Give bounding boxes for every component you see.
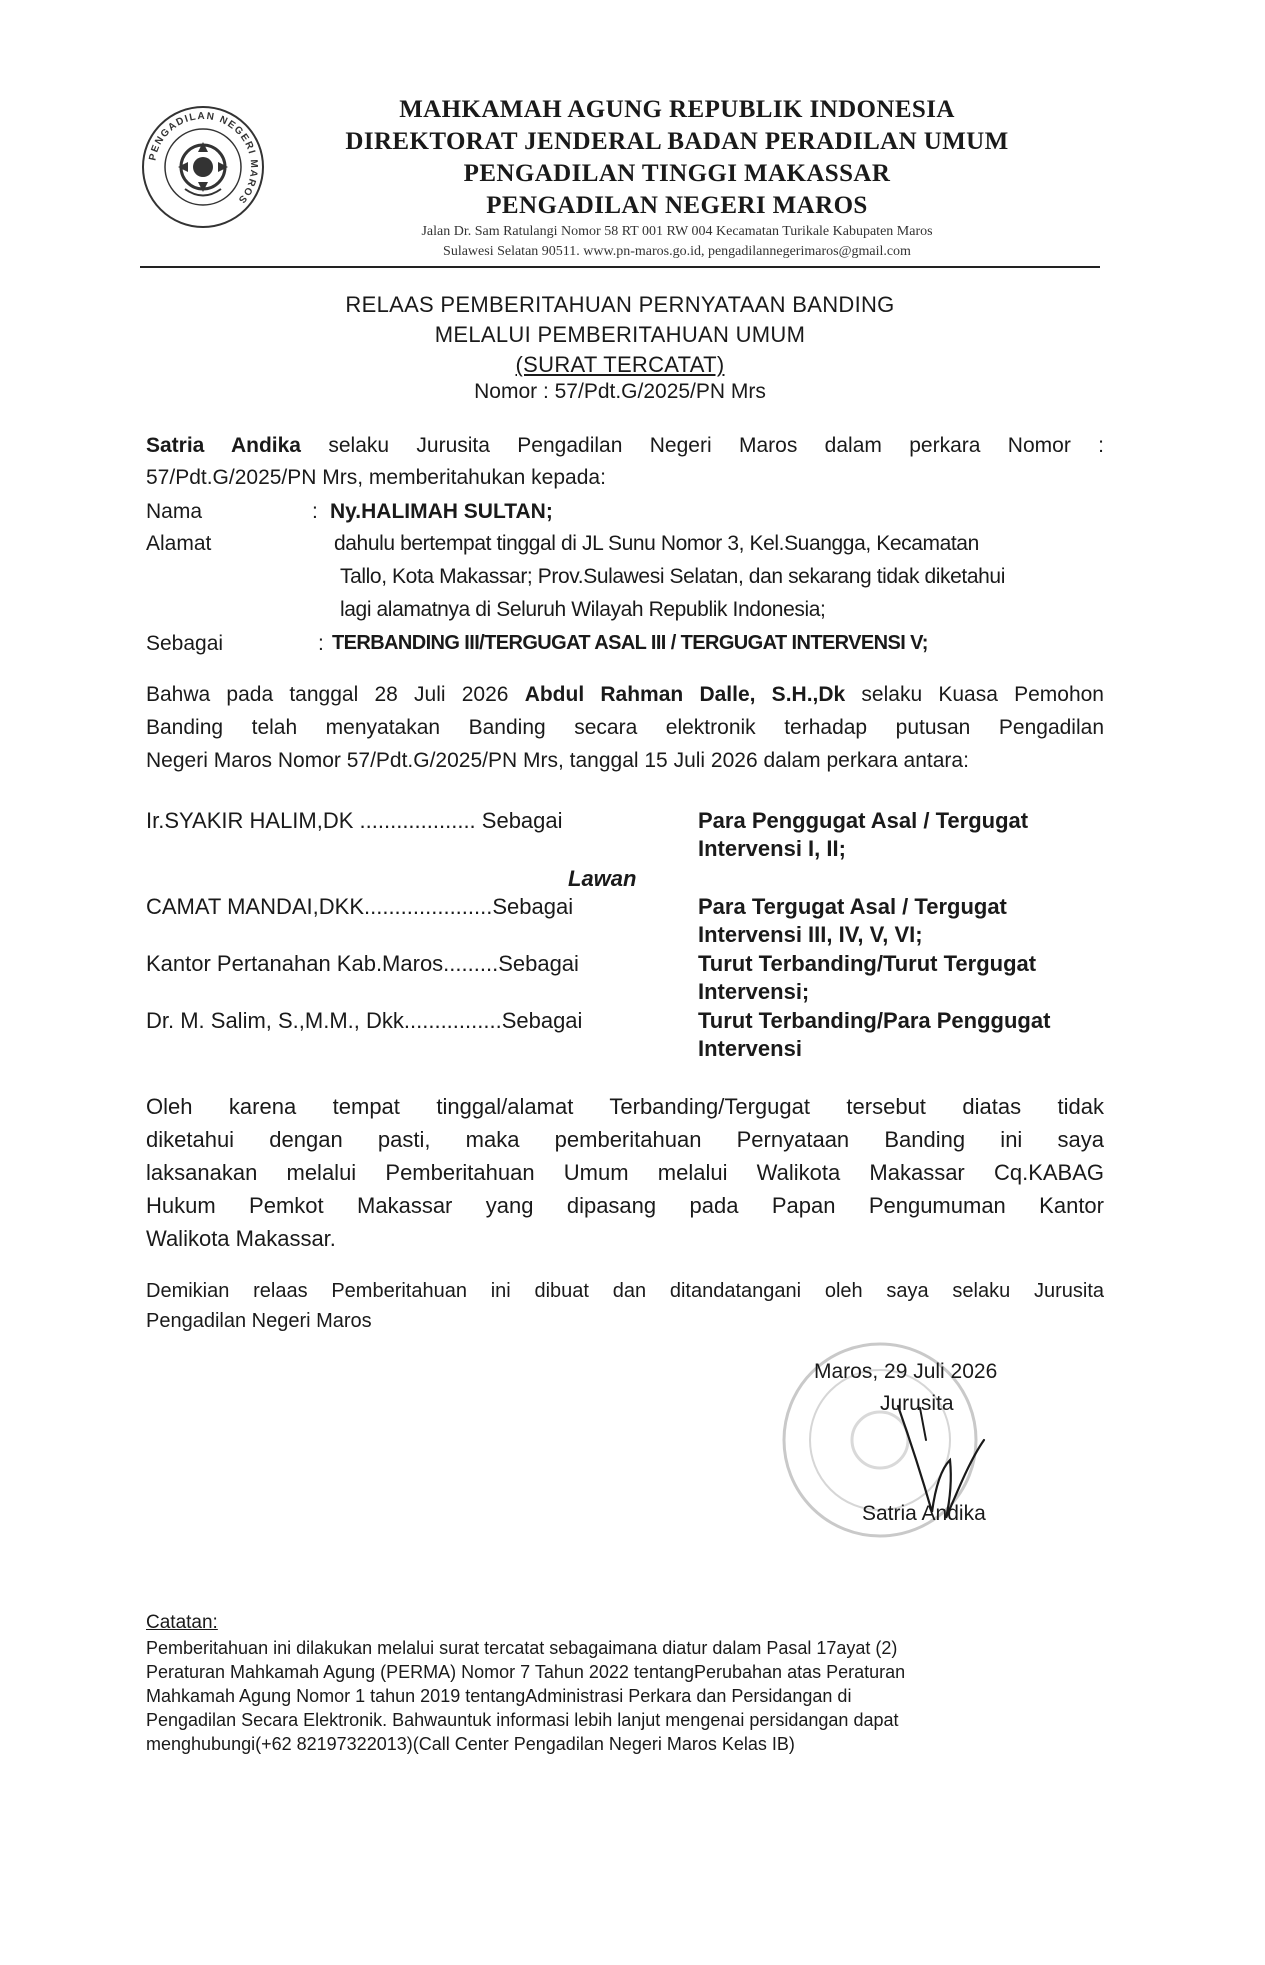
party-3-role-1: Turut Terbanding/Turut Tergugat — [698, 951, 1037, 976]
party-1-role-2: Intervensi I, II; — [698, 836, 846, 861]
letterhead-address-2: Sulawesi Selatan 90511. www.pn-maros.go.id, pengadilannegerimaros@gmail.com — [443, 244, 911, 259]
note-line-2: Peraturan Mahkamah Agung (PERMA) Nomor 7 Tahun 2022 tentangPerubahan atas Peraturan — [146, 1662, 906, 1682]
sebagai-value: TERBANDING III/TERGUGAT ASAL III / TERGUGAT INTERVENSI V; — [332, 632, 928, 654]
intro-line-1-rest: selaku Jurusita Pengadilan Negeri Maros dalam perkara Nomor : — [328, 434, 1105, 457]
sign-role: Jurusita — [880, 1392, 954, 1415]
body2-line-1: Oleh karena tempat tinggal/alamat Terbanding/Tergugat tersebut diatas tidak — [146, 1094, 1104, 1119]
body2-line-5: Walikota Makassar. — [146, 1226, 336, 1251]
sign-place-date: Maros, 29 Juli 2026 — [814, 1360, 998, 1383]
nama-value: Ny.HALIMAH SULTAN; — [330, 500, 553, 523]
document-title-3: (SURAT TERCATAT) — [515, 352, 725, 377]
party-3-left: Kantor Pertanahan Kab.Maros.........Sebagai — [146, 951, 579, 976]
document-title-3-wrap — [140, 352, 1100, 378]
alamat-line-2: Tallo, Kota Makassar; Prov.Sulawesi Selatan, dan sekarang tidak diketahui — [340, 565, 1005, 588]
sign-name: Satria Andika — [862, 1502, 986, 1525]
seal-text: PENGADILAN NEGERI MAROS — [147, 110, 260, 206]
body3-line-1: Demikian relaas Pemberitahuan ini dibuat dan ditandatangani oleh saya selaku Jurusita — [146, 1280, 1104, 1302]
note-line-4: Pengadilan Secara Elektronik. Bahwauntuk informasi lebih lanjut mengenai persidangan dapat — [146, 1710, 899, 1730]
letterhead-rule — [140, 266, 1100, 268]
party-4-role-1: Turut Terbanding/Para Penggugat — [698, 1008, 1051, 1033]
body1-line-2: Banding telah menyatakan Banding secara elektronik terhadap putusan Pengadilan — [146, 716, 1104, 739]
party-2-left: CAMAT MANDAI,DKK.....................Sebagai — [146, 894, 574, 919]
document-number: Nomor : 57/Pdt.G/2025/PN Mrs — [474, 380, 766, 403]
party-4-role-2: Intervensi — [698, 1036, 802, 1061]
lawan-label: Lawan — [568, 866, 637, 891]
intro-line-1 — [146, 434, 1104, 458]
party-1-left: Ir.SYAKIR HALIM,DK ................... Sebagai — [146, 808, 563, 833]
body2-line-2: diketahui dengan pasti, maka pemberitahuan Pernyataan Banding ini saya — [146, 1127, 1104, 1152]
letterhead-address-1: Jalan Dr. Sam Ratulangi Nomor 58 RT 001 RW 004 Kecamatan Turikale Kabupaten Maros — [421, 224, 933, 239]
note-line-1: Pemberitahuan ini dilakukan melalui surat tercatat sebagaimana diatur dalam Pasal 17ayat (2) — [146, 1638, 898, 1658]
body3-line-2: Pengadilan Negeri Maros — [146, 1310, 372, 1332]
note-line-5: menghubungi(+62 82197322013)(Call Center Pengadilan Negeri Maros Kelas IB) — [146, 1734, 795, 1754]
party-1-role-1: Para Penggugat Asal / Tergugat — [698, 808, 1029, 833]
letterhead-line-1: MAHKAMAH AGUNG REPUBLIK INDONESIA — [399, 96, 955, 123]
party-2-role-1: Para Tergugat Asal / Tergugat — [698, 894, 1007, 919]
sebagai-colon: : — [318, 632, 324, 655]
sebagai-label: Sebagai — [146, 632, 224, 655]
nama-colon: : — [312, 500, 318, 523]
alamat-line-1: dahulu bertempat tinggal di JL Sunu Nomor 3, Kel.Suangga, Kecamatan — [334, 532, 979, 555]
document-title-2: MELALUI PEMBERITAHUAN UMUM — [434, 322, 806, 347]
body1-line-3: Negeri Maros Nomor 57/Pdt.G/2025/PN Mrs, tanggal 15 Juli 2026 dalam perkara antara: — [146, 749, 969, 772]
alamat-line-3: lagi alamatnya di Seluruh Wilayah Republik Indonesia; — [340, 598, 826, 621]
alamat-label: Alamat — [146, 532, 212, 555]
note-heading: Catatan: — [146, 1612, 218, 1633]
party-3-role-2: Intervensi; — [698, 979, 810, 1004]
party-2-role-2: Intervensi III, IV, V, VI; — [698, 922, 923, 947]
nama-label: Nama — [146, 500, 203, 523]
document-title-1: RELAAS PEMBERITAHUAN PERNYATAAN BANDING — [345, 292, 895, 317]
intro-line-2: 57/Pdt.G/2025/PN Mrs, memberitahukan kepada: — [146, 466, 606, 489]
attorney-name: Abdul Rahman Dalle, S.H.,Dk — [524, 683, 846, 706]
note-line-3: Mahkamah Agung Nomor 1 tahun 2019 tentangAdministrasi Perkara dan Persidangan di — [146, 1686, 852, 1706]
letterhead-line-3: PENGADILAN TINGGI MAKASSAR — [463, 160, 891, 187]
body2-line-3: laksanakan melalui Pemberitahuan Umum melalui Walikota Makassar Cq.KABAG — [146, 1160, 1104, 1185]
body1-line-1 — [146, 683, 1104, 707]
body2-line-4: Hukum Pemkot Makassar yang dipasang pada Papan Pengumuman Kantor — [146, 1193, 1104, 1218]
bailiff-name: Satria Andika — [146, 434, 301, 457]
party-4-left: Dr. M. Salim, S.,M.M., Dkk................Sebagai — [146, 1008, 583, 1033]
letterhead-line-4: PENGADILAN NEGERI MAROS — [486, 192, 868, 219]
body1-pre: Bahwa pada tanggal 28 Juli 2026 — [146, 683, 509, 706]
letterhead-line-2: DIREKTORAT JENDERAL BADAN PERADILAN UMUM — [345, 128, 1009, 155]
court-seal-icon — [140, 104, 266, 230]
body1-post: selaku Kuasa Pemohon — [861, 683, 1104, 706]
